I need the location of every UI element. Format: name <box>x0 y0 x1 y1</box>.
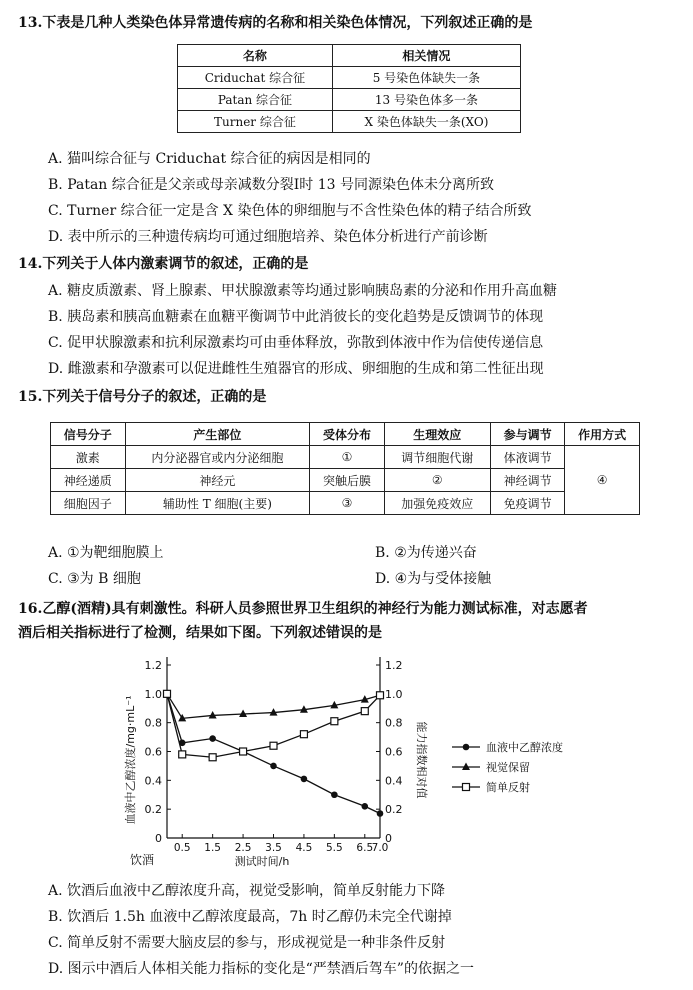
y-tick-label-right: 0 <box>385 832 392 845</box>
data-point-square <box>377 692 384 699</box>
q14-option-d: D. 雌激素和孕激素可以促进雌性生殖器官的形成、卵细胞的生成和第二性征出现 <box>48 361 544 377</box>
table-row <box>51 469 640 492</box>
table-row <box>51 492 640 515</box>
table-header: 产生部位 <box>125 423 310 446</box>
table-cell: 突触后膜 <box>310 469 385 492</box>
table-cell: X 染色体缺失一条(XO) <box>332 111 520 133</box>
x-tick-label: 1.5 <box>204 842 221 854</box>
alcohol-chart <box>0 650 693 880</box>
table-cell: 辅助性 T 细胞(主要) <box>125 492 310 515</box>
table-cell: Criduchat 综合征 <box>178 67 333 89</box>
table-cell: 神经递质 <box>51 469 126 492</box>
x-tick-label: 6.5 <box>356 842 374 854</box>
x-origin-label: 饮酒 <box>129 853 155 867</box>
q15-stem: 15.下列关于信号分子的叙述，正确的是 <box>18 389 267 405</box>
q16-option-d: D. 图示中酒后人体相关能力指标的变化是“严禁酒后驾车”的依据之一 <box>48 961 474 977</box>
x-tick-label: 0.5 <box>173 842 191 854</box>
table-cell-merged: ④ <box>565 446 640 515</box>
table-header: 受体分布 <box>310 423 385 446</box>
data-point-circle <box>301 776 308 783</box>
data-point-square <box>209 754 216 761</box>
y-tick-label-left: 0.2 <box>144 803 162 817</box>
data-point-circle <box>377 810 384 817</box>
legend-label: 血液中乙醇浓度 <box>486 741 563 754</box>
table-cell: 神经元 <box>125 469 310 492</box>
q13-option-d: D. 表中所示的三种遗传病均可通过细胞培养、染色体分析进行产前诊断 <box>48 229 488 245</box>
table-cell: 体液调节 <box>490 446 565 469</box>
data-point-square <box>179 751 186 758</box>
q15-table <box>50 422 640 515</box>
q13-option-a: A. 猫叫综合征与 Criduchat 综合征的病因是相同的 <box>48 151 371 167</box>
y-axis-label-left: 血液中乙醇浓度/mg·mL⁻¹ <box>124 695 137 825</box>
q16-option-c: C. 简单反射不需要大脑皮层的参与，形成视觉是一种非条件反射 <box>48 935 446 951</box>
table-row <box>178 111 521 133</box>
data-point-square <box>463 784 470 791</box>
q14-option-c: C. 促甲状腺激素和抗利尿激素均可由垂体释放，弥散到体液中作为信使传递信息 <box>48 335 544 351</box>
table-header: 名称 <box>178 45 333 67</box>
data-point-square <box>361 708 368 715</box>
q16-option-b: B. 饮酒后 1.5h 血液中乙醇浓度最高，7h 时乙醇仍未完全代谢掉 <box>48 909 452 925</box>
y-tick-label-left: 1.2 <box>144 659 162 672</box>
table-row <box>178 67 521 89</box>
q15-option-a: A. ①为靶细胞膜上 <box>48 545 164 561</box>
table-cell: ① <box>310 446 385 469</box>
data-point-circle <box>361 803 368 810</box>
q13-stem: 13.下表是几种人类染色体异常遗传病的名称和相关染色体情况，下列叙述正确的是 <box>18 15 533 31</box>
y-axis-label-right: 能力指数相对值 <box>415 721 428 799</box>
series-1 <box>163 689 384 721</box>
q16-stem-line2: 酒后相关指标进行了检测，结果如下图。下列叙述错误的是 <box>18 625 382 641</box>
data-point-circle <box>331 791 338 798</box>
q14-option-a: A. 糖皮质激素、肾上腺素、甲状腺激素等均通过影响胰岛素的分泌和作用升高血糖 <box>48 283 558 299</box>
table-cell: 细胞因子 <box>51 492 126 515</box>
table-row <box>51 446 640 469</box>
q13-option-c: C. Turner 综合征一定是含 X 染色体的卵细胞与不含性染色体的精子结合所致 <box>48 203 532 219</box>
data-point-square <box>331 718 338 725</box>
table-cell: 加强免疫效应 <box>384 492 490 515</box>
y-tick-label-right: 1.0 <box>385 687 403 701</box>
x-tick-label: 5.5 <box>326 842 343 854</box>
data-point-square <box>270 742 277 749</box>
data-point-circle <box>209 735 216 742</box>
table-cell: 5 号染色体缺失一条 <box>332 67 520 89</box>
y-tick-label-left: 0.6 <box>144 745 162 759</box>
table-cell: ③ <box>310 492 385 515</box>
y-tick-label-left: 1.0 <box>144 687 162 701</box>
table-header: 信号分子 <box>51 423 126 446</box>
x-tick-label: 3.5 <box>265 842 282 854</box>
x-axis-label: 测试时间/h <box>234 855 290 868</box>
chart-legend <box>452 740 563 794</box>
table-header: 参与调节 <box>490 423 565 446</box>
table-cell: Turner 综合征 <box>178 111 333 133</box>
table-cell: 13 号染色体多一条 <box>332 89 520 111</box>
y-tick-label-left: 0.8 <box>144 716 162 730</box>
x-tick-label: 2.5 <box>234 842 252 854</box>
table-cell: Patan 综合征 <box>178 89 333 111</box>
table-cell: 内分泌器官或内分泌细胞 <box>125 446 310 469</box>
y-tick-label-left: 0 <box>155 832 162 845</box>
chart-series <box>163 689 384 816</box>
table-cell: 激素 <box>51 446 126 469</box>
legend-label: 视觉保留 <box>486 761 530 774</box>
data-point-square <box>164 690 171 697</box>
table-cell: 调节细胞代谢 <box>384 446 490 469</box>
q13-table <box>177 44 521 133</box>
x-tick-label: 4.5 <box>295 842 313 854</box>
table-cell: 神经调节 <box>490 469 565 492</box>
q14-stem: 14.下列关于人体内激素调节的叙述，正确的是 <box>18 256 309 272</box>
y-tick-label-right: 0.4 <box>385 774 403 788</box>
table-header: 作用方式 <box>565 423 640 446</box>
q15-option-b: B. ②为传递兴奋 <box>375 545 477 561</box>
y-tick-label-right: 0.6 <box>385 745 403 759</box>
table-header: 相关情况 <box>332 45 520 67</box>
x-tick-label: 7.0 <box>371 842 389 854</box>
q15-option-d: D. ④为与受体接触 <box>375 571 492 587</box>
y-tick-label-right: 0.2 <box>385 803 403 817</box>
data-point-circle <box>270 763 277 770</box>
q16-option-a: A. 饮酒后血液中乙醇浓度升高，视觉受影响，简单反射能力下降 <box>48 883 446 899</box>
table-row <box>178 89 521 111</box>
q14-option-b: B. 胰岛素和胰高血糖素在血糖平衡调节中此消彼长的变化趋势是反馈调节的体现 <box>48 309 544 325</box>
legend-label: 简单反射 <box>486 781 530 794</box>
data-point-circle <box>463 744 470 751</box>
data-point-triangle <box>462 763 470 771</box>
data-point-square <box>300 731 307 738</box>
q16-stem-line1: 16.乙醇(酒精)具有刺激性。科研人员参照世界卫生组织的神经行为能力测试标准，对志愿者 <box>18 601 588 617</box>
y-tick-label-right: 0.8 <box>385 716 403 730</box>
y-tick-label-right: 1.2 <box>385 659 403 672</box>
table-cell: ② <box>384 469 490 492</box>
table-header: 生理效应 <box>384 423 490 446</box>
data-point-square <box>240 748 247 755</box>
q15-option-c: C. ③为 B 细胞 <box>48 571 141 587</box>
y-tick-label-left: 0.4 <box>144 774 162 788</box>
q13-option-b: B. Patan 综合征是父亲或母亲减数分裂Ⅰ时 13 号同源染色体未分离所致 <box>48 177 495 193</box>
table-cell: 免疫调节 <box>490 492 565 515</box>
series-2 <box>164 690 384 760</box>
